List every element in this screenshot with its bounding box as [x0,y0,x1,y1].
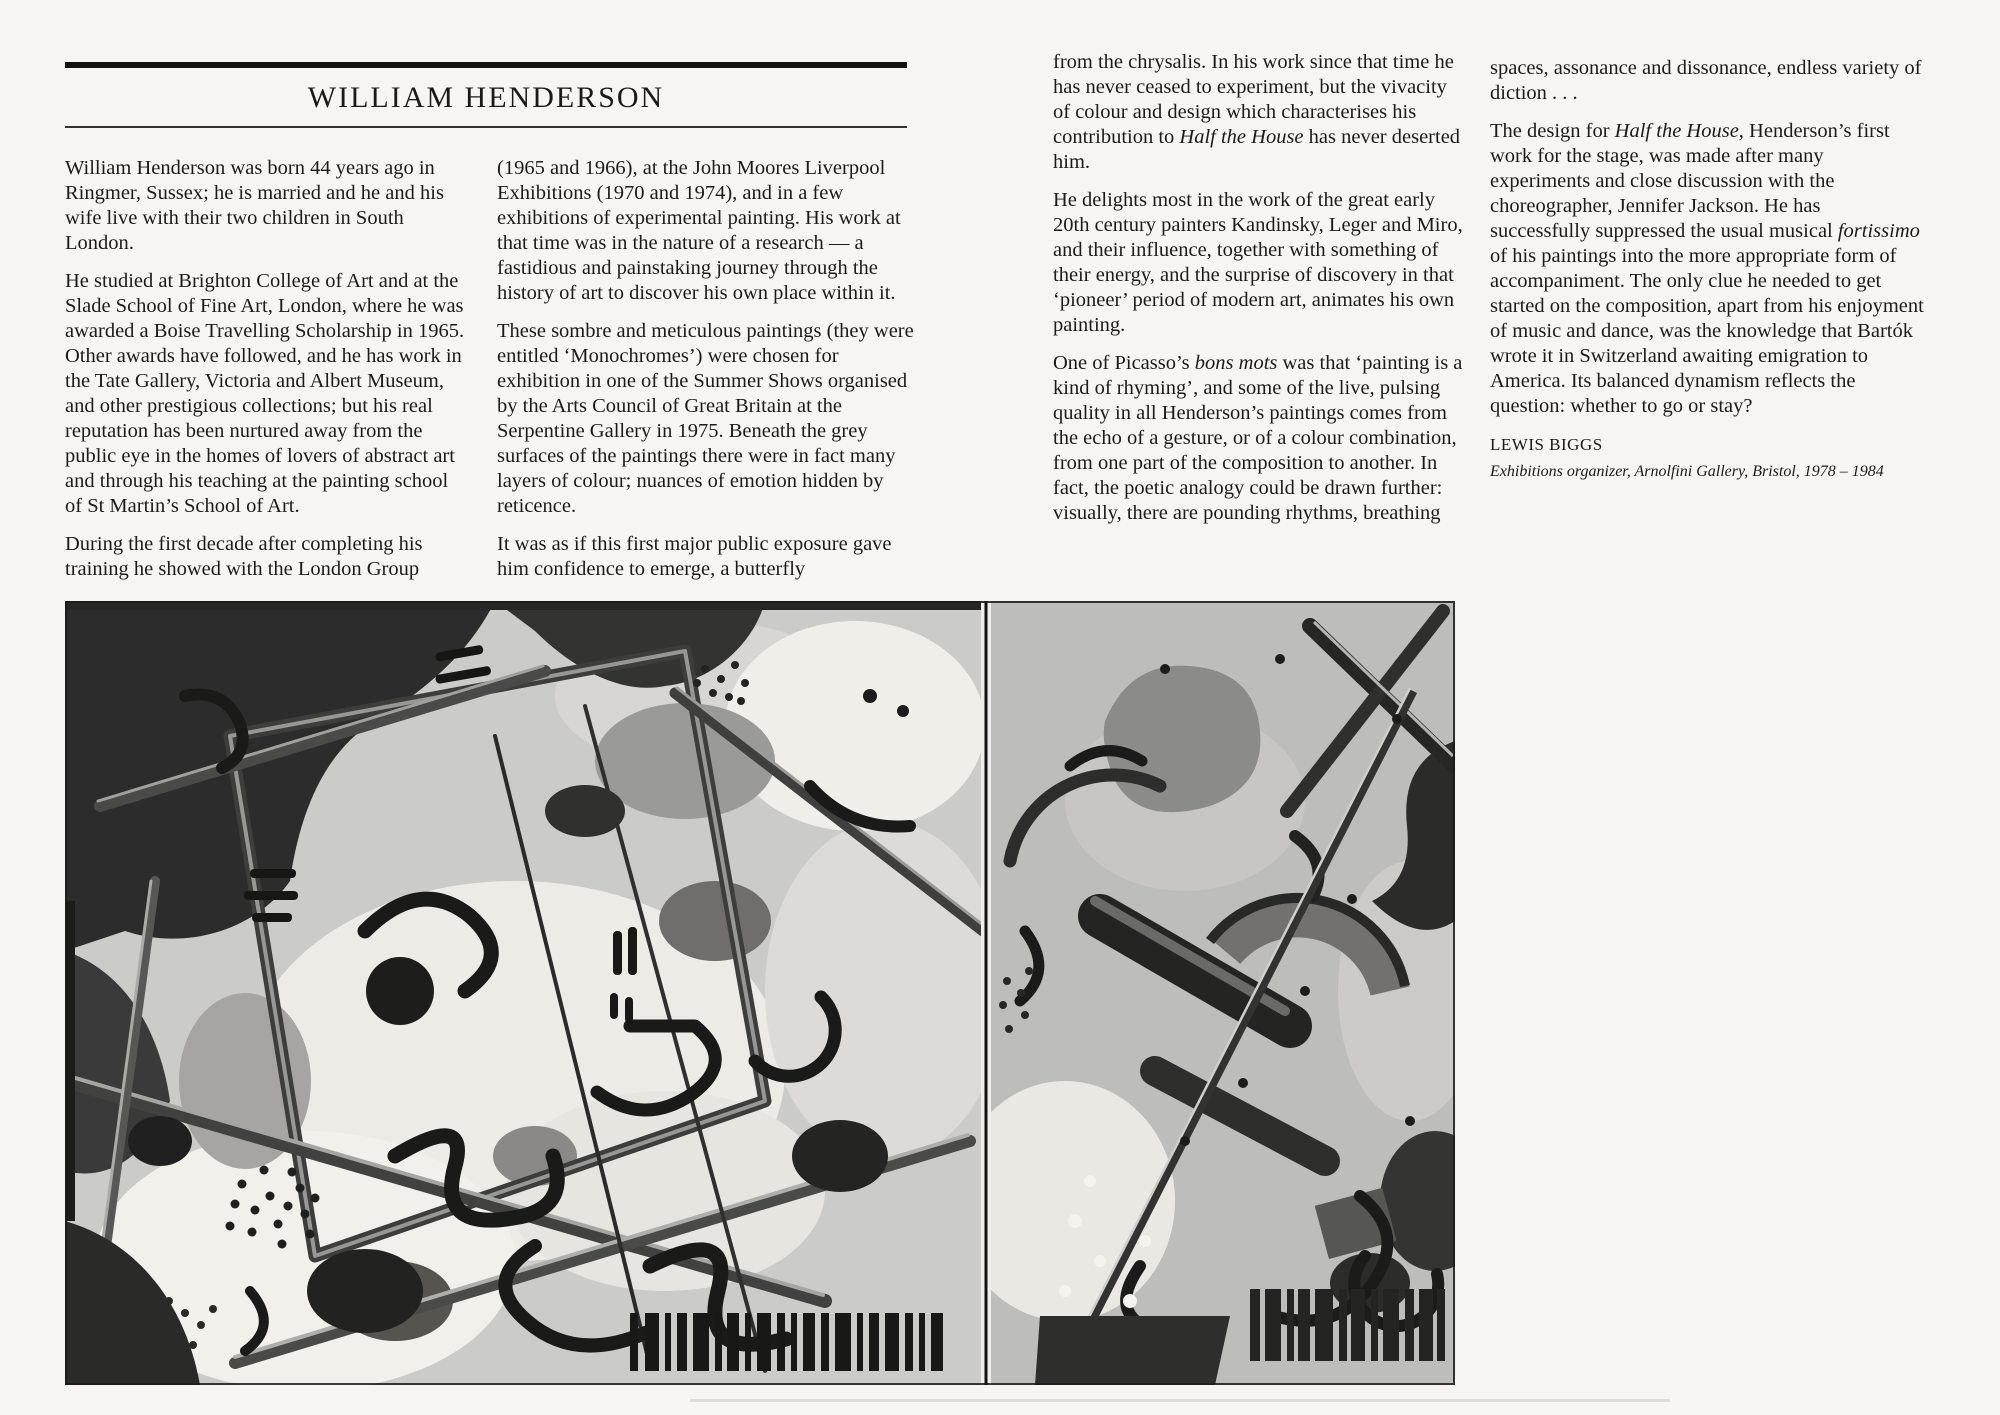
artwork-right-panel [955,601,1455,1385]
header-rule-top [65,62,907,68]
paragraph: He delights most in the work of the great early 20th century painters Kandinsky, Leger and Miro, and their influence, together with something of their energy, and the surprise of discovery in that ‘pioneer’ period of modern art, animates his own painting. [1053,189,1463,336]
page-title: WILLIAM HENDERSON [307,81,665,114]
credit-author-role: Exhibitions organizer, Arnolfini Gallery, Bristol, 1978 – 1984 [1490,463,1884,480]
paragraph: One of Picasso’s bons mots was that ‘painting is a kind of rhyming’, and some of the live, pulsing quality in all Henderson’s paintings comes from the echo of a gesture, or of a colour combination, from one part of the composition to another. In fact, the poetic analogy could be drawn further: visually, there are pounding rhythms, breathing [1053,352,1463,524]
artwork-image [65,601,1455,1385]
artwork-left-panel [65,601,1005,1385]
paragraph: (1965 and 1966), at the John Moores Liverpool Exhibitions (1970 and 1974), and in a few exhibitions of experimental painting. His work at that time was in the nature of a research — a fastidious and painstaking journey through the history of art to discover his own place within it. [497,157,901,304]
paragraph: During the first decade after completing his training he showed with the London Group [65,533,423,580]
header-rule-bottom [65,126,907,128]
text-column-2 [497,156,921,595]
credit-author: LEWIS BIGGS [1490,435,1603,454]
credit-block [1490,432,1924,484]
paragraph: William Henderson was born 44 years ago in Ringmer, Sussex; he is married and he and his wife live with their two children in South London. [65,157,444,254]
scan-artifact [690,1399,1670,1402]
paragraph: These sombre and meticulous paintings (they were entitled ‘Monochromes’) were chosen for exhibition in one of the Summer Shows organised by the Arts Council of Great Britain at the Serpentine Gallery in 1975. Beneath the grey surfaces of the paintings there were in fact many layers of colour; nuances of emotion hidden by reticence. [497,320,914,517]
paragraph: It was as if this first major public exposure gave him confidence to emerge, a butterfly [497,533,892,580]
text-column-4 [1490,56,1924,484]
article-header [65,62,907,128]
text-column-4-body [1490,56,1924,419]
paragraph: He studied at Brighton College of Art and at the Slade School of Fine Art, London, where he was awarded a Boise Travelling Scholarship in 1965. Other awards have followed, and he has work in the Tate Gallery, Victoria and Albert Museum, and other prestigious collections; but his real reputation has been nurtured away from the public eye in the homes of lovers of abstract art and through his teaching at the painting school of St Martin’s School of Art. [65,270,465,517]
paragraph: The design for Half the House, Henderson’s first work for the stage, was made after many experiments and close discussion with the choreographer, Jennifer Jackson. He has successfully suppressed the usual musical fortissimo of his paintings into the more appropriate form of accompaniment. The only clue he needed to get started on the composition, apart from his enjoyment of music and dance, was the knowledge that Bartók wrote it in Switzerland awaiting emigration to America. Its balanced dynamism reflects the question: whether to go or stay? [1490,120,1924,417]
paragraph: spaces, assonance and dissonance, endless variety of diction . . . [1490,57,1922,104]
paragraph: from the chrysalis. In his work since that time he has never ceased to experiment, but the vivacity of colour and design which characterises his contribution to Half the House has never deserted him. [1053,51,1461,173]
text-column-1 [65,156,465,595]
text-column-3 [1053,50,1463,539]
